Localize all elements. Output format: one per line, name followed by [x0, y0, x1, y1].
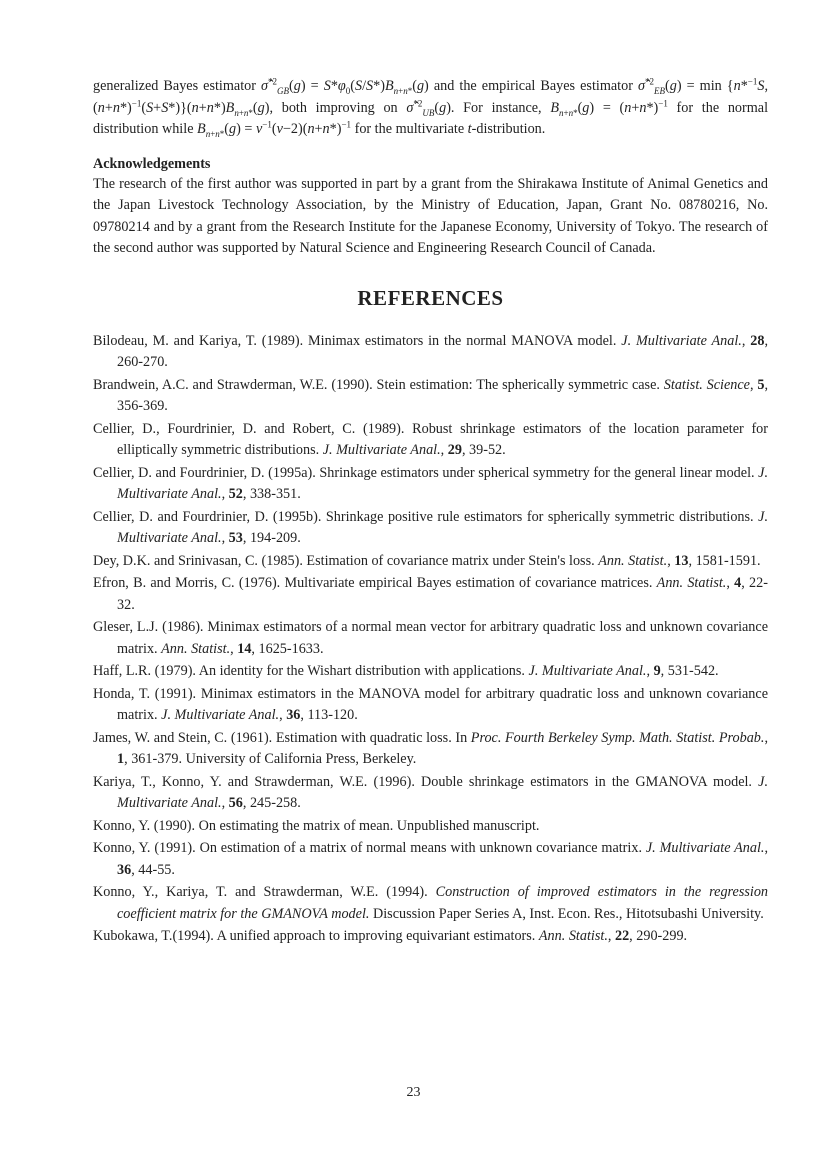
- reference-pages: , 531-542.: [660, 663, 719, 680]
- reference-authors: Honda, T. (1991). Minimax estimators in the MANOVA model for arbitrary quadratic loss and unknown covariance matrix.: [93, 685, 768, 724]
- reference-volume: 29: [447, 441, 462, 458]
- reference-title: Construction of improved estimators in the regression coefficient matrix for the GMANOVA model.: [117, 884, 769, 922]
- reference-journal: Ann. Statist.: [538, 928, 608, 945]
- reference-journal: J. Multivariate Anal.: [117, 773, 768, 812]
- reference-journal: J. Multivariate Anal.: [322, 441, 441, 458]
- reference-item: James, W. and Stein, C. (1961). Estimation with quadratic loss. In Proc. Fourth Berkeley Symp. Math. Statist. Probab., 1, 361-379. University of California Press, Berkeley.: [93, 729, 768, 768]
- reference-volume: 1: [117, 751, 125, 768]
- reference-authors: Haff, L.R. (1979). An identity for the Wishart distribution with applications.: [93, 663, 525, 680]
- reference-authors: Kariya, T., Konno, Y. and Strawderman, W.E. (1996). Double shrinkage estimators in the GMANOVA model.: [93, 773, 752, 790]
- reference-pages: , 44-55.: [131, 861, 175, 878]
- reference-journal: Ann. Statist.: [598, 552, 668, 569]
- reference-authors: Gleser, L.J. (1986). Minimax estimators of a normal mean vector for arbitrary quadratic loss and unknown covariance matrix.: [93, 619, 768, 657]
- reference-item: Bilodeau, M. and Kariya, T. (1989). Minimax estimators in the normal MANOVA model. J. Multivariate Anal., 28, 260-270.: [93, 332, 769, 370]
- acknowledgements-heading: Acknowledgements: [93, 155, 211, 172]
- page-body: [93, 76, 768, 949]
- reference-volume: 13: [674, 552, 689, 569]
- reference-item: Kariya, T., Konno, Y. and Strawderman, W.E. (1996). Double shrinkage estimators in the GMANOVA model. J. Multivariate Anal., 56, 245-258.: [93, 773, 768, 812]
- reference-volume: 36: [117, 861, 132, 878]
- reference-item: Cellier, D., Fourdrinier, D. and Robert, C. (1989). Robust shrinkage estimators of the location parameter for elliptically symmetric distributions. J. Multivariate Anal., 29, 39-52.: [93, 420, 768, 458]
- reference-authors: Kubokawa, T.(1994). A unified approach to improving equivariant estimators.: [93, 928, 536, 945]
- reference-journal: J. Multivariate Anal.: [117, 508, 768, 546]
- reference-volume: 28: [750, 332, 765, 349]
- reference-publisher: Discussion Paper Series A, Inst. Econ. Res., Hitotsubashi University.: [369, 905, 764, 922]
- reference-journal: Ann. Statist.: [161, 640, 231, 657]
- reference-item: Dey, D.K. and Srinivasan, C. (1985). Estimation of covariance matrix under Stein's loss. Ann. Statist., 13, 1581-1591.: [93, 552, 761, 569]
- reference-volume: 9: [653, 663, 661, 680]
- reference-volume: 14: [237, 640, 252, 657]
- reference-authors: Dey, D.K. and Srinivasan, C. (1985). Estimation of covariance matrix under Stein's loss.: [93, 552, 595, 569]
- reference-item: [93, 882, 768, 925]
- reference-pages: , 361-379. University of California Press, Berkeley.: [124, 751, 417, 768]
- reference-pages: , 338-351.: [242, 485, 301, 502]
- reference-authors: Cellier, D. and Fourdrinier, D. (1995b). Shrinkage positive rule estimators for spherically symmetric distributions.: [93, 508, 754, 525]
- reference-pages: , 356-369.: [117, 376, 769, 414]
- reference-pages: , 1625-1633.: [251, 640, 324, 657]
- reference-journal: J. Multivariate Anal.: [528, 663, 647, 680]
- reference-item: Brandwein, A.C. and Strawderman, W.E. (1990). Stein estimation: The spherically symmetric case. Statist. Science, 5, 356-369.: [93, 376, 769, 414]
- intro-paragraph: generalized Bayes estimator σ̂$^{*2}_{GB}$(g) = $S*\varphi_0(S/S*)B_{n+n*}(g)$ and the empirical Bayes estimator σ̂$^{*2}_{EB}$(g) = min {n*$^{-1}$S, $(n+n*)^{-1}(S+S*)\}(n+n*)B_{n+n*}(g)$, both improving on σ̂$^{*2}_{UB}$(g). For instance, $B_{n+n*}(g) = (n+n*)^{-1}$ for the normal distribution while $B_{n+n*}(g) = \nu^{-1}(\nu-2)(n+n*)^{-1}$ for the multivariate t-distribution.: [93, 76, 769, 139]
- reference-journal: Statist. Science: [663, 376, 750, 393]
- reference-volume: 52: [228, 485, 243, 502]
- reference-item: Haff, L.R. (1979). An identity for the Wishart distribution with applications. J. Multivariate Anal., 9, 531-542.: [93, 663, 719, 680]
- reference-volume: 5: [757, 376, 765, 393]
- reference-journal: Proc. Fourth Berkeley Symp. Math. Statist. Probab.: [470, 729, 765, 746]
- reference-volume: 22: [614, 928, 630, 945]
- reference-volume: 56: [228, 795, 243, 812]
- reference-pages: , 290-299.: [629, 928, 688, 945]
- reference-authors: Konno, Y. (1991). On estimation of a matrix of normal means with unknown covariance matrix.: [93, 840, 642, 857]
- reference-pages: , 1581-1591.: [688, 552, 761, 569]
- reference-authors: James, W. and Stein, C. (1961). Estimation with quadratic loss. In: [93, 729, 468, 746]
- reference-item: Kubokawa, T.(1994). A unified approach to improving equivariant estimators. Ann. Statist., 22, 290-299.: [93, 928, 688, 945]
- reference-list: [93, 331, 768, 948]
- reference-item: Konno, Y. (1991). On estimation of a matrix of normal means with unknown covariance matrix. J. Multivariate Anal., 36, 44-55.: [93, 840, 768, 878]
- reference-pages: , 245-258.: [242, 795, 301, 812]
- acknowledgements-text: The research of the first author was supported in part by a grant from the Shirakawa Institute of Animal Genetics and the Japan Livestock Technology Association, by the Ministry of Education, Japan, Grant No. 08780216, No. 09780214 and by a grant from the Research Institute for the Japanese Economy, University of Tokyo. The research of the second author was supported by Natural Science and Engineering Research Council of Canada.: [93, 175, 768, 256]
- reference-pages: , 194-209.: [242, 529, 301, 546]
- reference-item: Cellier, D. and Fourdrinier, D. (1995b). Shrinkage positive rule estimators for spherically symmetric distributions. J. Multivariate Anal., 53, 194-209.: [93, 508, 768, 546]
- reference-authors: Konno, Y., Kariya, T. and Strawderman, W.E. (1994).: [93, 884, 428, 901]
- reference-pages: , 39-52.: [461, 441, 506, 458]
- references-heading: REFERENCES: [357, 285, 504, 310]
- reference-pages: , 260-270.: [117, 332, 769, 370]
- reference-authors: Cellier, D. and Fourdrinier, D. (1995a). Shrinkage estimators under spherical symmetry for the general linear model.: [93, 464, 755, 481]
- reference-volume: 36: [286, 707, 301, 724]
- reference-pages: , 22-32.: [117, 575, 768, 613]
- reference-authors: Brandwein, A.C. and Strawderman, W.E. (1990). Stein estimation: The spherically symmetric case.: [93, 376, 660, 393]
- reference-journal: J. Multivariate Anal.: [117, 464, 768, 502]
- reference-volume: 4: [734, 575, 742, 592]
- reference-journal: J. Multivariate Anal.: [161, 707, 280, 724]
- reference-authors: Konno, Y. (1990). On estimating the matrix of mean. Unpublished manuscript.: [93, 817, 540, 834]
- reference-item: Cellier, D. and Fourdrinier, D. (1995a). Shrinkage estimators under spherical symmetry for the general linear model. J. Multivariate Anal., 52, 338-351.: [93, 464, 768, 502]
- reference-item: [93, 816, 768, 837]
- reference-item: Honda, T. (1991). Minimax estimators in the MANOVA model for arbitrary quadratic loss and unknown covariance matrix. J. Multivariate Anal., 36, 113-120.: [93, 685, 768, 724]
- reference-item: Efron, B. and Morris, C. (1976). Multivariate empirical Bayes estimation of covariance matrices. Ann. Statist., 4, 22-32.: [93, 575, 768, 613]
- reference-authors: Efron, B. and Morris, C. (1976). Multivariate empirical Bayes estimation of covariance matrices.: [93, 575, 653, 592]
- page-number: 23: [406, 1085, 421, 1100]
- reference-journal: J. Multivariate Anal.: [621, 332, 742, 349]
- reference-pages: , 113-120.: [300, 707, 358, 724]
- reference-journal: J. Multivariate Anal.: [645, 840, 765, 857]
- reference-item: Gleser, L.J. (1986). Minimax estimators of a normal mean vector for arbitrary quadratic loss and unknown covariance matrix. Ann. Statist., 14, 1625-1633.: [93, 619, 768, 657]
- reference-authors: Cellier, D., Fourdrinier, D. and Robert, C. (1989). Robust shrinkage estimators of the location parameter for elliptically symmetric distributions.: [93, 420, 768, 458]
- reference-journal: Ann. Statist.: [656, 575, 727, 592]
- reference-volume: 53: [228, 529, 243, 546]
- reference-authors: Bilodeau, M. and Kariya, T. (1989). Minimax estimators in the normal MANOVA model.: [93, 332, 617, 349]
